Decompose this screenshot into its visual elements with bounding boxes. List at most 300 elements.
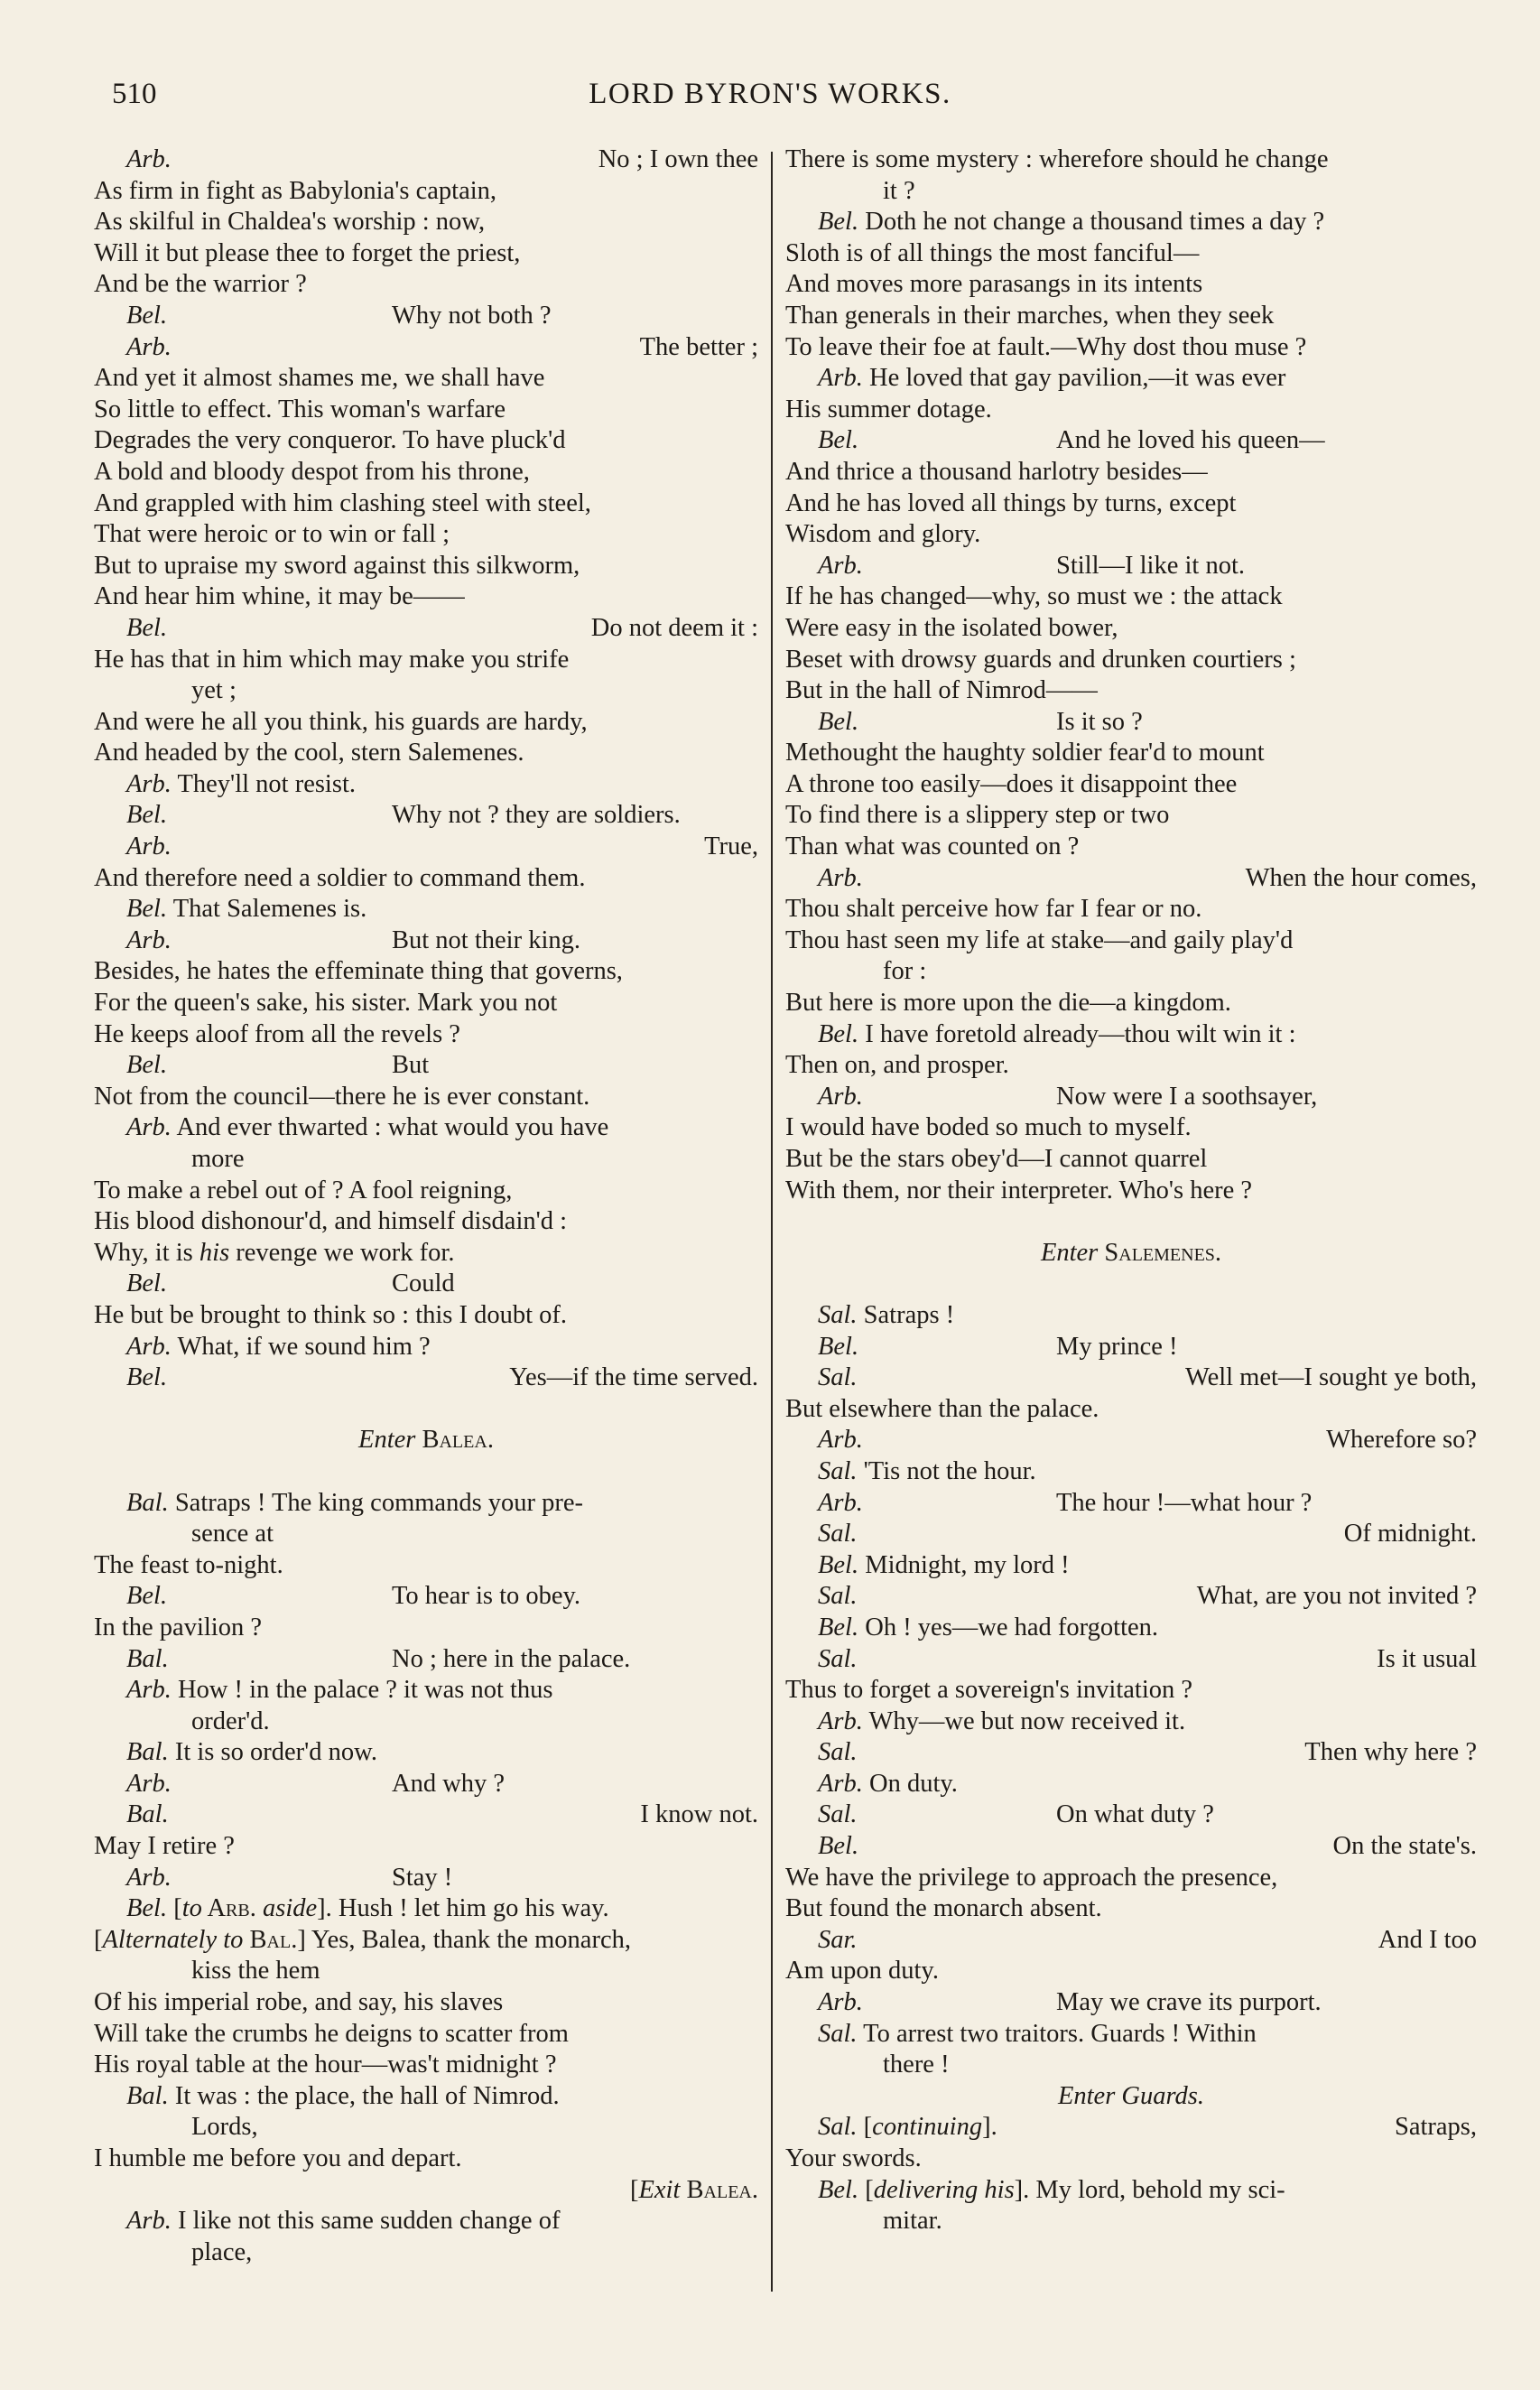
speech-line — [94, 1581, 758, 1613]
line-text: If he has changed—why, so must we : the attack — [785, 582, 1283, 611]
speech-line — [785, 1488, 1477, 1520]
line-text: revenge we work for. — [229, 1238, 455, 1267]
line-text: True, — [704, 832, 758, 861]
verse-line — [94, 1176, 758, 1207]
line-text: Lords, — [191, 2113, 258, 2142]
speaker-name: Arb. — [818, 1706, 863, 1735]
blank-line — [94, 1456, 758, 1488]
speaker-wrapper — [94, 769, 172, 801]
speech-line — [94, 925, 758, 957]
speech-line — [94, 1893, 758, 1925]
line-text: How ! in the palace ? it was not thus — [178, 1676, 553, 1705]
line-text: ] Yes, Balea, thank the monarch, — [297, 1925, 631, 1954]
speech-line — [785, 1019, 1477, 1051]
speech-line — [94, 1769, 758, 1800]
speaker-name: Sal. — [818, 1456, 858, 1485]
speech-line — [785, 1425, 1477, 1456]
line-text: On what duty ? — [1056, 1800, 1214, 1829]
line-text: there ! — [883, 2051, 950, 2079]
verse-line — [785, 488, 1477, 520]
speaker-wrapper — [785, 863, 863, 895]
speaker-name: Bal. — [126, 1738, 169, 1767]
verse-line — [94, 425, 758, 457]
line-text: Not from the council—there he is ever constant. — [94, 1082, 590, 1111]
line-text: Thou hast seen my life at stake—and gaily play'd — [785, 925, 1294, 954]
line-text: Thus to forget a sovereign's invitation ? — [785, 1676, 1193, 1705]
line-text: Then on, and prosper. — [785, 1051, 1009, 1080]
line-text: kiss the hem — [191, 1957, 320, 1985]
verse-line — [94, 457, 758, 488]
speaker-wrapper — [785, 1987, 863, 2019]
line-text: He keeps aloof from all the revels ? — [94, 1019, 460, 1048]
speaker-wrapper — [94, 894, 167, 925]
line-text: Methought the haughty soldier fear'd to mount — [785, 739, 1265, 767]
stage-direction-enter: Enter — [1040, 1238, 1099, 1267]
speaker-name: Bel. — [126, 895, 168, 924]
line-text: But — [392, 1051, 430, 1080]
speech-line — [94, 1737, 758, 1769]
line-text: Is it usual — [1377, 1644, 1477, 1673]
blank-line — [94, 1394, 758, 1426]
line-text: Of his imperial robe, and say, his slaves — [94, 1988, 504, 2017]
speech-line — [785, 1987, 1477, 2019]
line-text: But found the monarch absent. — [785, 1894, 1102, 1923]
speech-line — [94, 1675, 758, 1706]
verse-line — [785, 769, 1477, 801]
verse-line — [785, 1675, 1477, 1706]
verse-line — [785, 2144, 1477, 2175]
speech-line — [785, 1519, 1477, 1550]
speech-line — [94, 1799, 758, 1831]
line-text: His royal table at the hour—was't midnight ? — [94, 2051, 557, 2079]
verse-line — [94, 1238, 758, 1269]
speaker-wrapper — [94, 1737, 169, 1769]
blank-line — [785, 1206, 1477, 1238]
verse-line — [94, 1831, 758, 1863]
verse-line — [785, 1863, 1477, 1894]
speech-line — [785, 425, 1477, 457]
bracket: [ — [865, 2175, 874, 2204]
character-name: Bal. — [243, 1925, 298, 1954]
line-text: Stay ! — [392, 1863, 453, 1892]
verse-line — [785, 1394, 1477, 1426]
speaker-wrapper — [94, 1769, 172, 1800]
verse-line — [785, 1893, 1477, 1925]
line-text: May I retire ? — [94, 1832, 235, 1861]
speaker-wrapper — [94, 1112, 172, 1144]
line-text: I humble me before you and depart. — [94, 2144, 462, 2172]
verse-line — [94, 363, 758, 395]
line-text: The hour !—what hour ? — [1056, 1488, 1313, 1517]
continuation-line — [94, 1706, 758, 1738]
speaker-wrapper — [785, 2019, 858, 2051]
verse-line — [785, 238, 1477, 270]
line-text: And thrice a thousand harlotry besides— — [785, 457, 1208, 486]
stage-direction-enter: Enter — [358, 1426, 416, 1455]
line-text: And moves more parasangs in its intents — [785, 270, 1203, 299]
speaker-wrapper — [785, 1519, 858, 1550]
speaker-name: Arb. — [818, 1988, 863, 2017]
speaker-name: Bel. — [126, 1894, 168, 1923]
verse-line — [94, 551, 758, 582]
line-text: To leave their foe at fault.—Why dost thou muse ? — [785, 332, 1307, 361]
line-text: May we crave its purport. — [1056, 1988, 1322, 2017]
line-text: I would have boded so much to myself. — [785, 1113, 1192, 1142]
speaker-wrapper — [94, 1644, 169, 1676]
verse-line — [94, 395, 758, 426]
speaker-name: Bel. — [126, 301, 168, 330]
stage-direction-character: Salemenes. — [1104, 1238, 1222, 1267]
speaker-wrapper — [94, 144, 172, 176]
line-text: A bold and bloody despot from his throne, — [94, 457, 530, 486]
line-text: I have foretold already—thou wilt win it : — [865, 1019, 1296, 1048]
line-text: Will it but please thee to forget the priest, — [94, 238, 521, 267]
line-text: Will take the crumbs he deigns to scatter from — [94, 2019, 569, 2048]
line-text: Am upon duty. — [785, 1957, 939, 1985]
line-text: Could — [392, 1269, 455, 1298]
line-text: What, if we sound him ? — [177, 1332, 431, 1361]
verse-line — [94, 269, 758, 301]
speaker-name: Bal. — [126, 1800, 169, 1829]
line-text: Still—I like it not. — [1056, 551, 1246, 580]
line-text: He but be brought to think so : this I doubt of. — [94, 1300, 568, 1329]
speech-line — [785, 1706, 1477, 1738]
verse-line — [785, 1112, 1477, 1144]
verse-line — [94, 1550, 758, 1582]
verse-line — [94, 581, 758, 613]
line-text: And hear him whine, it may be—— — [94, 582, 465, 611]
line-text: Oh ! yes—we had forgotten. — [865, 1613, 1159, 1641]
speech-line — [94, 301, 758, 332]
speaker-wrapper — [785, 1362, 858, 1394]
line-text: But here is more upon the die—a kingdom. — [785, 989, 1231, 1018]
speaker-wrapper — [785, 425, 858, 457]
verse-line — [785, 1956, 1477, 1987]
speaker-name: Arb. — [126, 769, 172, 798]
speech-line — [94, 332, 758, 364]
speaker-name: Bel. — [818, 426, 859, 455]
line-text: But not their king. — [392, 925, 580, 954]
verse-line — [94, 863, 758, 895]
speech-line — [94, 613, 758, 645]
speaker-name: Bal. — [126, 2081, 169, 2110]
speech-line — [94, 1644, 758, 1676]
line-text: 'Tis not the hour. — [863, 1456, 1036, 1485]
verse-line — [94, 2144, 758, 2175]
blank-line — [785, 1269, 1477, 1300]
line-text: Why not ? they are soldiers. — [392, 801, 681, 830]
continuation-line — [94, 2237, 758, 2269]
line-text: And he loved his queen— — [1056, 426, 1325, 455]
line-text: Satraps, — [1394, 2113, 1477, 2142]
line-text: And were he all you think, his guards are hardy, — [94, 707, 588, 736]
speech-line — [785, 207, 1477, 238]
speaker-wrapper — [94, 1799, 169, 1831]
line-text: It is so order'd now. — [174, 1738, 377, 1767]
bracket: [ — [173, 1894, 182, 1923]
speaker-wrapper — [94, 301, 167, 332]
verse-line — [94, 1019, 758, 1051]
verse-line — [94, 988, 758, 1019]
speaker-name: Arb. — [126, 1676, 172, 1705]
speaker-wrapper — [94, 332, 172, 364]
line-text: His blood dishonour'd, and himself disdain'd : — [94, 1207, 568, 1236]
exit-direction — [94, 2175, 758, 2207]
speaker-name: Arb. — [818, 551, 863, 580]
line-text: Sloth is of all things the most fanciful— — [785, 238, 1200, 267]
line-text: He has that in him which may make you strife — [94, 645, 570, 674]
speaker-name: Bel. — [818, 707, 859, 736]
line-text: When the hour comes, — [1245, 863, 1477, 892]
verse-line — [94, 1613, 758, 1644]
speech-line — [94, 832, 758, 863]
stage-direction — [94, 1425, 758, 1456]
line-text: And therefore need a soldier to command them. — [94, 863, 586, 892]
line-text: [ — [94, 1925, 103, 1954]
speech-line — [785, 1362, 1477, 1394]
speech-line — [94, 769, 758, 801]
line-text: For the queen's sake, his sister. Mark you not — [94, 989, 558, 1018]
speaker-wrapper — [785, 1737, 858, 1769]
speaker-name: Sal. — [818, 1520, 858, 1548]
speech-line — [94, 1112, 758, 1144]
speech-line — [785, 1644, 1477, 1676]
line-text: Is it so ? — [1056, 707, 1143, 736]
speech-line — [785, 2112, 1477, 2144]
verse-line — [785, 332, 1477, 364]
speaker-name: Bel. — [818, 1550, 859, 1579]
verse-line — [785, 675, 1477, 707]
exit-word: Exit — [638, 2175, 681, 2204]
emphasis: his — [199, 1238, 230, 1267]
continuation-line — [94, 1144, 758, 1176]
speaker-wrapper — [94, 1269, 167, 1300]
line-text: But elsewhere than the palace. — [785, 1394, 1099, 1423]
line-text: it ? — [883, 176, 915, 205]
speaker-wrapper — [785, 1550, 858, 1582]
line-text: And yet it almost shames me, we shall have — [94, 364, 545, 393]
line-text: Why not both ? — [392, 301, 552, 330]
line-text: What, are you not invited ? — [1196, 1582, 1477, 1611]
continuation-line — [785, 956, 1477, 988]
verse-line — [785, 613, 1477, 645]
line-text: Why, it is — [94, 1238, 199, 1267]
verse-line — [94, 645, 758, 676]
line-text: My prince ! — [1056, 1332, 1178, 1361]
speech-line — [94, 2206, 758, 2237]
speaker-wrapper — [785, 1332, 858, 1363]
speaker-name: Arb. — [126, 925, 172, 954]
line-text: place, — [191, 2237, 253, 2266]
verse-line — [785, 738, 1477, 769]
speaker-wrapper — [94, 1863, 172, 1894]
line-text: They'll not resist. — [177, 769, 356, 798]
speech-line — [785, 1332, 1477, 1363]
speaker-name: Bel. — [818, 2175, 859, 2204]
speaker-wrapper — [785, 1706, 863, 1738]
speech-line — [785, 1769, 1477, 1800]
stage-direction — [785, 2081, 1477, 2113]
line-text: And I too — [1378, 1925, 1477, 1954]
stage-direction — [785, 1238, 1477, 1269]
speech-line — [785, 2175, 1477, 2207]
speaker-name: Sal. — [818, 2113, 858, 2142]
speaker-name: Sal. — [818, 1644, 858, 1673]
speaker-wrapper — [94, 1332, 172, 1363]
line-text: Besides, he hates the effeminate thing that governs, — [94, 957, 623, 986]
emphasis: Alternately to — [102, 1925, 244, 1954]
speaker-name: Sal. — [818, 1800, 858, 1829]
speaker-wrapper — [785, 1019, 858, 1051]
line-text: Wisdom and glory. — [785, 520, 981, 549]
speaker-wrapper — [94, 1488, 169, 1520]
speech-line — [785, 1456, 1477, 1488]
continuation-line — [785, 176, 1477, 208]
line-text: But to upraise my sword against this silkworm, — [94, 551, 580, 580]
speaker-wrapper — [785, 551, 863, 582]
speaker-name: Sal. — [818, 1582, 858, 1611]
speech-line — [785, 2019, 1477, 2051]
speaker-name: Arb. — [126, 832, 172, 861]
speaker-name: Bel. — [818, 1332, 859, 1361]
line-text: To find there is a slippery step or two — [785, 801, 1170, 830]
line-text: sence at — [191, 1520, 274, 1548]
verse-line — [785, 581, 1477, 613]
speech-line — [785, 1925, 1477, 1957]
speaker-wrapper — [785, 1831, 858, 1863]
line-text: On duty. — [869, 1769, 958, 1798]
line-text: Your swords. — [785, 2144, 922, 2172]
line-text: And why ? — [392, 1769, 506, 1798]
line-text: Then why here ? — [1304, 1738, 1477, 1767]
speaker-name: Sal. — [818, 1738, 858, 1767]
speaker-wrapper — [785, 707, 858, 739]
verse-line — [94, 176, 758, 208]
line-text: And grappled with him clashing steel with steel, — [94, 488, 591, 517]
speaker-wrapper — [94, 613, 167, 645]
speech-line — [785, 1300, 1477, 1332]
line-text: Satraps ! The king commands your pre- — [174, 1488, 584, 1517]
line-text: Yes—if the time served. — [509, 1363, 758, 1392]
line-text: order'd. — [191, 1706, 270, 1735]
speaker-name: Arb. — [818, 1488, 863, 1517]
left-column — [94, 144, 758, 2268]
speech-line — [785, 551, 1477, 582]
line-text: There is some mystery : wherefore should he change — [785, 145, 1329, 173]
stage-direction-enter: Enter Guards. — [1057, 2081, 1205, 2110]
speaker-name: Bal. — [126, 1644, 169, 1673]
line-text: It was : the place, the hall of Nimrod. — [174, 2081, 560, 2110]
line-text: To arrest two traitors. Guards ! Within — [863, 2019, 1257, 2048]
line-text: But be the stars obey'd—I cannot quarrel — [785, 1145, 1208, 1173]
line-text: mitar. — [883, 2207, 942, 2236]
verse-line — [94, 207, 758, 238]
verse-line — [94, 1987, 758, 2019]
line-text: ]. My lord, behold my sci- — [1014, 2175, 1285, 2204]
line-text: No ; here in the palace. — [392, 1644, 631, 1673]
line-text: That were heroic or to win or fall ; — [94, 520, 450, 549]
verse-line — [94, 1082, 758, 1113]
line-text: Than generals in their marches, when they seek — [785, 301, 1275, 330]
line-text: Do not deem it : — [590, 613, 758, 642]
speaker-wrapper — [94, 1581, 167, 1613]
line-text: Beset with drowsy guards and drunken courtiers ; — [785, 645, 1296, 674]
speaker-name: Bel. — [126, 1269, 168, 1298]
running-title: LORD BYRON'S WORKS. — [589, 78, 951, 110]
speaker-name: Arb. — [126, 1863, 172, 1892]
speaker-wrapper — [94, 2081, 169, 2113]
speech-line — [94, 1488, 758, 1520]
line-text: ]. — [982, 2113, 997, 2142]
line-text: But in the hall of Nimrod—— — [785, 676, 1098, 705]
speaker-wrapper — [785, 1613, 858, 1644]
speaker-wrapper — [94, 2206, 172, 2237]
bracket: [ — [863, 2113, 873, 2142]
line-text: On the state's. — [1332, 1832, 1477, 1861]
continuation-line — [785, 2050, 1477, 2081]
speech-line — [94, 894, 758, 925]
speech-line — [785, 1799, 1477, 1831]
speaker-wrapper — [785, 1799, 858, 1831]
speaker-name: Arb. — [818, 1769, 863, 1798]
line-text: Thou shalt perceive how far I fear or no. — [785, 895, 1202, 924]
continuation-line — [94, 2112, 758, 2144]
speech-line — [785, 1831, 1477, 1863]
speaker-wrapper — [785, 1769, 863, 1800]
line-text: To make a rebel out of ? A fool reigning, — [94, 1176, 513, 1204]
line-text: And be the warrior ? — [94, 270, 307, 299]
line-text: To hear is to obey. — [392, 1582, 581, 1611]
verse-line — [94, 1925, 758, 1957]
verse-line — [94, 2019, 758, 2051]
speaker-name: Bel. — [126, 613, 168, 642]
verse-line — [785, 269, 1477, 301]
line-text: Degrades the very conqueror. To have pluck'd — [94, 426, 566, 455]
speech-line — [785, 1737, 1477, 1769]
speaker-name: Arb. — [126, 145, 172, 173]
verse-line — [94, 238, 758, 270]
verse-line — [785, 988, 1477, 1019]
line-text: I know not. — [640, 1800, 758, 1829]
speaker-wrapper — [785, 1925, 858, 1957]
speaker-wrapper — [94, 832, 172, 863]
speaker-name: Bel. — [126, 1051, 168, 1080]
speaker-name: Sal. — [818, 1363, 858, 1392]
line-text: more — [191, 1145, 245, 1173]
continuation-line — [94, 675, 758, 707]
direction-character: Arb. — [201, 1894, 263, 1923]
line-text: That Salemenes is. — [172, 895, 367, 924]
speaker-wrapper — [94, 1893, 167, 1925]
line-text: In the pavilion ? — [94, 1613, 262, 1641]
continuation-line — [94, 1519, 758, 1550]
speaker-wrapper — [785, 363, 863, 395]
page-header — [0, 78, 1540, 121]
line-text: Satraps ! — [863, 1300, 955, 1329]
line-text: Doth he not change a thousand times a day ? — [865, 208, 1325, 237]
line-text: He loved that gay pavilion,—it was ever — [869, 364, 1286, 393]
verse-line — [785, 519, 1477, 551]
verse-line — [785, 832, 1477, 863]
direction-italic: to — [181, 1894, 202, 1923]
line-text: And he has loved all things by turns, except — [785, 488, 1237, 517]
speaker-name: Arb. — [126, 2207, 172, 2236]
line-text: Well met—I sought ye both, — [1184, 1363, 1477, 1392]
line-text: The better ; — [639, 332, 758, 361]
speech-line — [785, 363, 1477, 395]
speech-line — [94, 1332, 758, 1363]
exit-character: Balea. — [680, 2175, 758, 2204]
